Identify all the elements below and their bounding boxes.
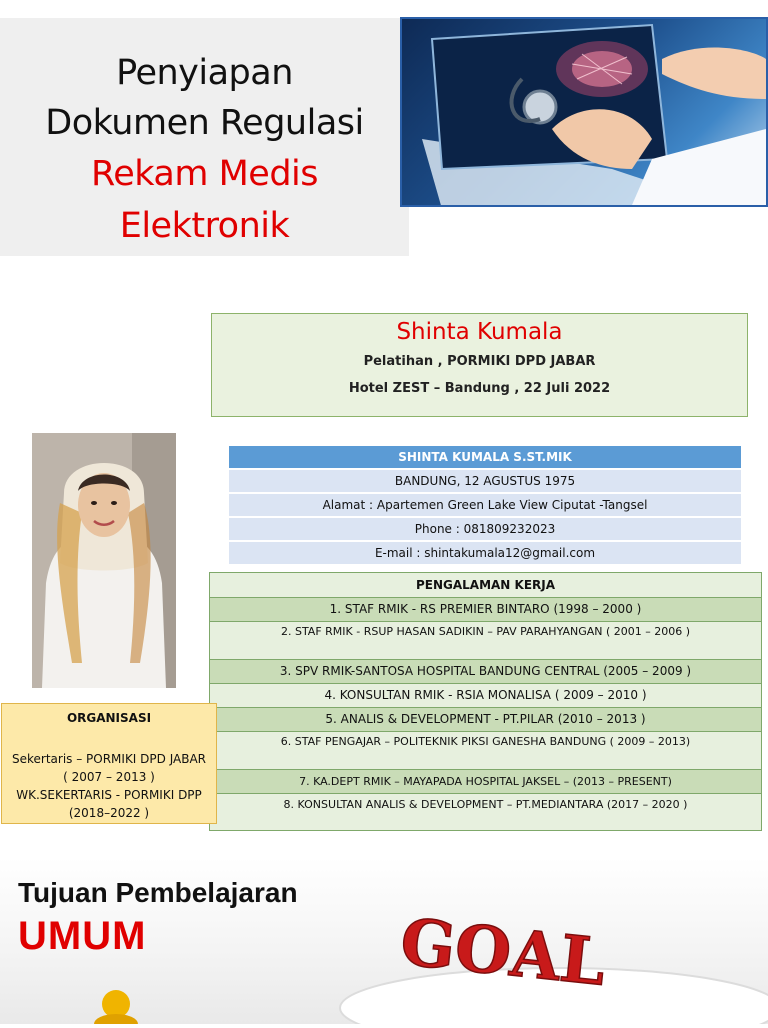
title-line-4: Elektronik (119, 206, 290, 246)
profile-photo (32, 433, 176, 688)
title-line-1: Penyiapan (116, 53, 293, 93)
contact-birth: BANDUNG, 12 AGUSTUS 1975 (229, 470, 741, 492)
experience-item-2: 2. STAF RMIK - RSUP HASAN SADIKIN – PAV PARAHYANGAN ( 2001 – 2006 ) (210, 622, 761, 660)
title-line-3: Rekam Medis (90, 154, 318, 194)
contact-phone: Phone : 081809232023 (229, 518, 741, 540)
hero-medical-photo (400, 17, 768, 207)
organisation-line-4: (2018–2022 ) (68, 806, 150, 820)
profile-portrait (32, 433, 176, 688)
experience-item-3: 3. SPV RMIK-SANTOSA HOSPITAL BANDUNG CENTRAL (2005 – 2009 ) (210, 660, 761, 684)
speaker-venue: Hotel ZEST – Bandung , 22 Juli 2022 (348, 381, 611, 396)
organisation-header: ORGANISASI (66, 711, 152, 725)
experience-item-5: 5. ANALIS & DEVELOPMENT - PT.PILAR (2010 – 2013 ) (210, 708, 761, 732)
contact-address: Alamat : Apartemen Green Lake View Ciputat -Tangsel (229, 494, 741, 516)
organisation-line-1: Sekertaris – PORMIKI DPD JABAR (11, 752, 207, 766)
experience-header: PENGALAMAN KERJA (210, 573, 761, 598)
contact-header: SHINTA KUMALA S.ST.MIK (229, 446, 741, 468)
experience-table (209, 572, 762, 831)
organisation-box (1, 703, 217, 824)
goal-word: GOAL (397, 904, 609, 1001)
contact-table (229, 446, 741, 566)
title-panel (0, 18, 409, 256)
experience-item-7: 7. KA.DEPT RMIK – MAYAPADA HOSPITAL JAKSEL – (2013 – PRESENT) (210, 770, 761, 794)
experience-item-6: 6. STAF PENGAJAR – POLITEKNIK PIKSI GANESHA BANDUNG ( 2009 – 2013) (210, 732, 761, 770)
experience-item-4: 4. KONSULTAN RMIK - RSIA MONALISA ( 2009 – 2010 ) (210, 684, 761, 708)
organisation-line-2: ( 2007 – 2013 ) (63, 770, 155, 784)
objective-subtitle: UMUM (18, 914, 147, 958)
speaker-card (211, 313, 748, 417)
contact-email: E-mail : shintakumala12@gmail.com (229, 542, 741, 564)
objective-title: Tujuan Pembelajaran (18, 877, 298, 908)
hero-illustration (402, 19, 766, 205)
title-line-2: Dokumen Regulasi (45, 103, 364, 143)
experience-item-8: 8. KONSULTAN ANALIS & DEVELOPMENT – PT.MEDIANTARA (2017 – 2020 ) (210, 794, 761, 830)
experience-item-1: 1. STAF RMIK - RS PREMIER BINTARO (1998 – 2000 ) (210, 598, 761, 622)
speaker-event: Pelatihan , PORMIKI DPD JABAR (363, 354, 596, 369)
speaker-name: Shinta Kumala (396, 319, 563, 345)
organisation-line-3: WK.SEKERTARIS - PORMIKI DPP (16, 788, 202, 802)
